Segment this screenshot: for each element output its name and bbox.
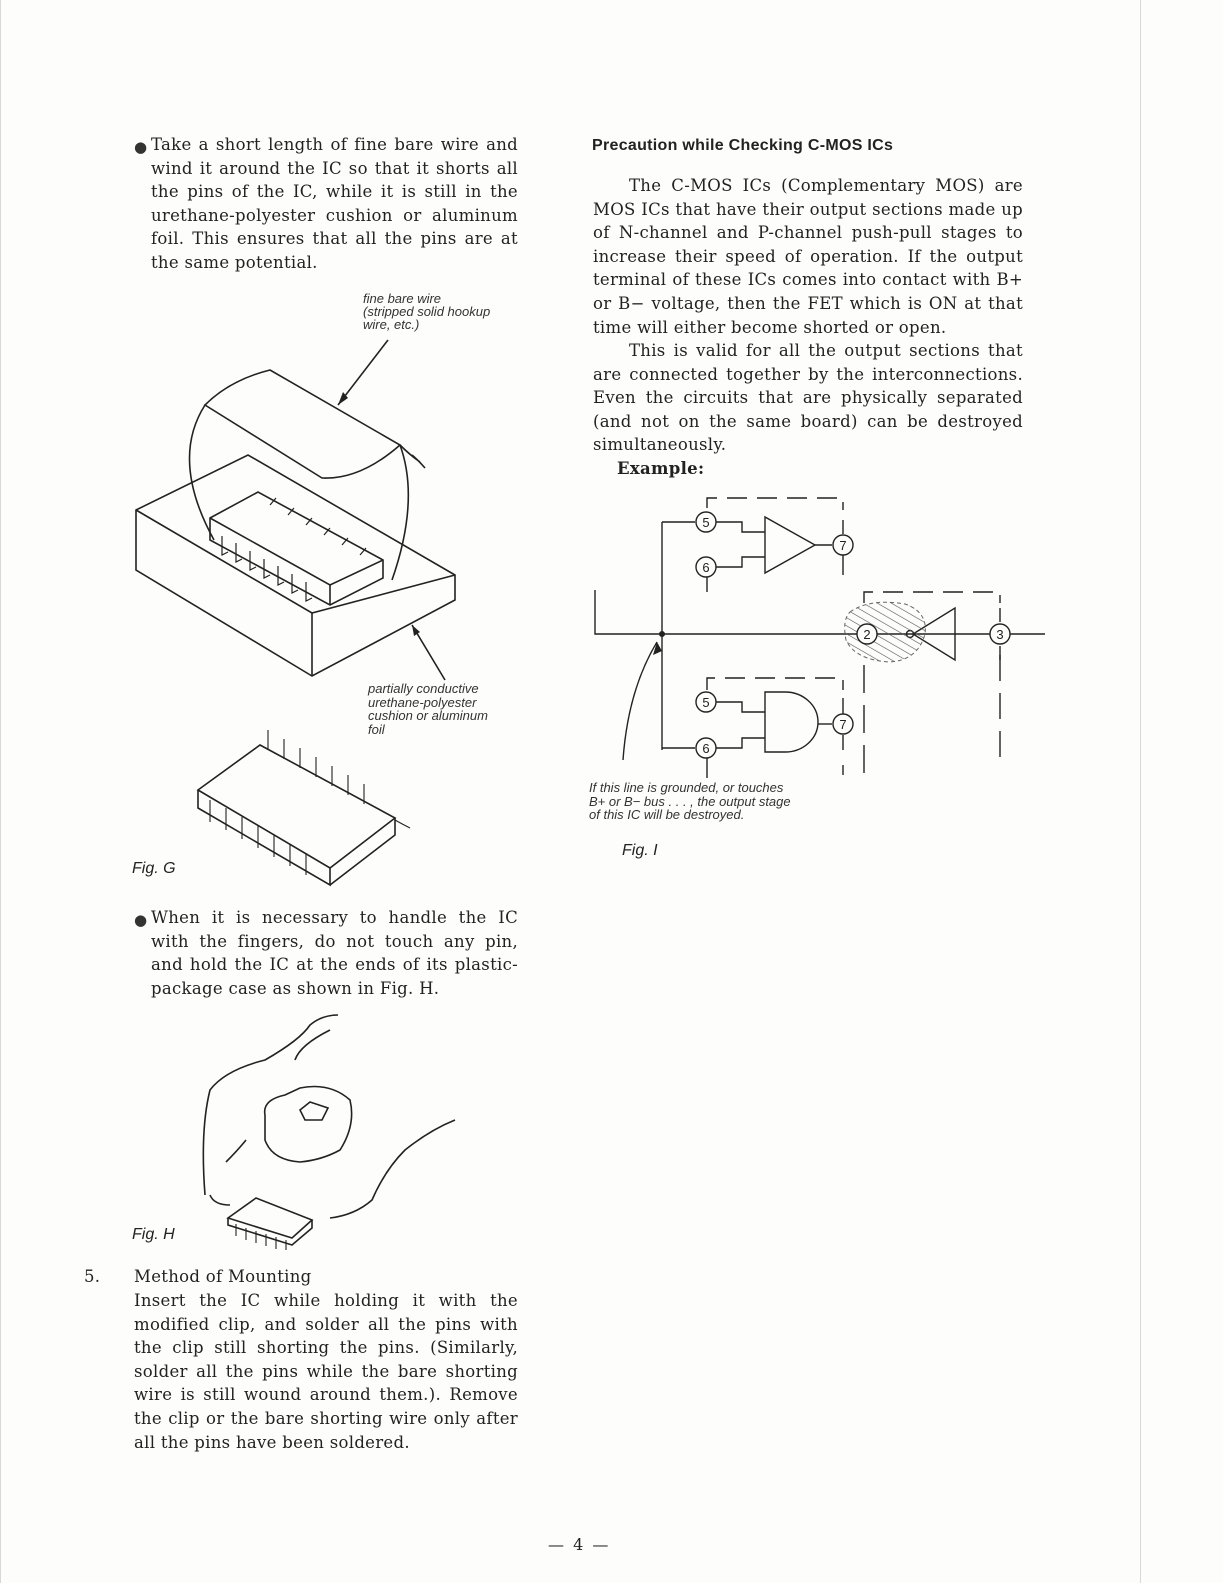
fig-i-caption: Fig. I xyxy=(622,842,658,859)
pin-6-upper: 6 xyxy=(702,560,710,575)
pin-7-upper: 7 xyxy=(839,538,847,553)
pin-6-lower: 6 xyxy=(702,741,710,756)
page-edge-right xyxy=(1140,0,1141,1583)
cmos-paragraph-1: The C-MOS ICs (Complementary MOS) are MOS ICs that have their output sections made up of N-channel and P-channel push-pull stages to increase their speed of operation. If the output terminal of these ICs comes into contact with B+ or B− voltage, then the FET which is ON at that time will either become shorted or open. xyxy=(593,176,1023,337)
section-5-body: Insert the IC while holding it with the modified clip, and solder all the pins with the clip still shorting the pins. (Similarly, solder all the pins while the bare shorting wire is still wound around them.). Remove the clip or the bare shorting wire only after all the pins have been soldered. xyxy=(134,1291,518,1452)
figure-i-circuit xyxy=(0,0,1060,820)
section-5-number: 5. xyxy=(84,1267,101,1286)
bullet-handle-ic: When it is necessary to handle the IC with the fingers, do not touch any pin, and hold the IC at the ends of its plastic-package case as shown in Fig. H. xyxy=(151,908,518,998)
pin-7-lower: 7 xyxy=(839,717,847,732)
fig-g-caption: Fig. G xyxy=(132,860,176,877)
bullet-dot: ● xyxy=(134,138,148,156)
pin-3: 3 xyxy=(996,627,1004,642)
cmos-paragraph-2: This is valid for all the output sections that are connected together by the interconnections. Even the circuits that are physically separated (and not on the same board) can be destroyed simultaneously. xyxy=(593,341,1023,455)
and-gate xyxy=(765,692,818,752)
label-fine-bare-wire: fine bare wire (stripped solid hookup wire, etc.) xyxy=(363,291,491,332)
buffer-gate xyxy=(765,517,815,573)
held-ic xyxy=(228,1198,312,1238)
section-5-title: Method of Mounting xyxy=(134,1267,312,1286)
fig-i-note: If this line is grounded, or touches B+ or B− bus . . . , the output stage of this IC will be destroyed. xyxy=(589,780,791,822)
section-heading: Precaution while Checking C-MOS ICs xyxy=(592,137,894,154)
pin-5-lower: 5 xyxy=(702,695,710,710)
pin-2: 2 xyxy=(863,627,871,642)
fig-h-caption: Fig. H xyxy=(132,1226,175,1243)
pin-5-upper: 5 xyxy=(702,515,710,530)
bullet-shorting-wire: Take a short length of fine bare wire and wind it around the IC so that it shorts all the pins of the IC, while it is still in the urethane-polyester cushion or aluminum foil. This ensures that all the pins are at the same potential. xyxy=(151,135,518,272)
label-cushion: partially conductive urethane-polyester cushion or aluminum foil xyxy=(368,681,488,737)
bullet-dot: ● xyxy=(134,911,148,929)
page-number: — 4 — xyxy=(548,1535,611,1554)
example-label: Example: xyxy=(617,459,705,478)
